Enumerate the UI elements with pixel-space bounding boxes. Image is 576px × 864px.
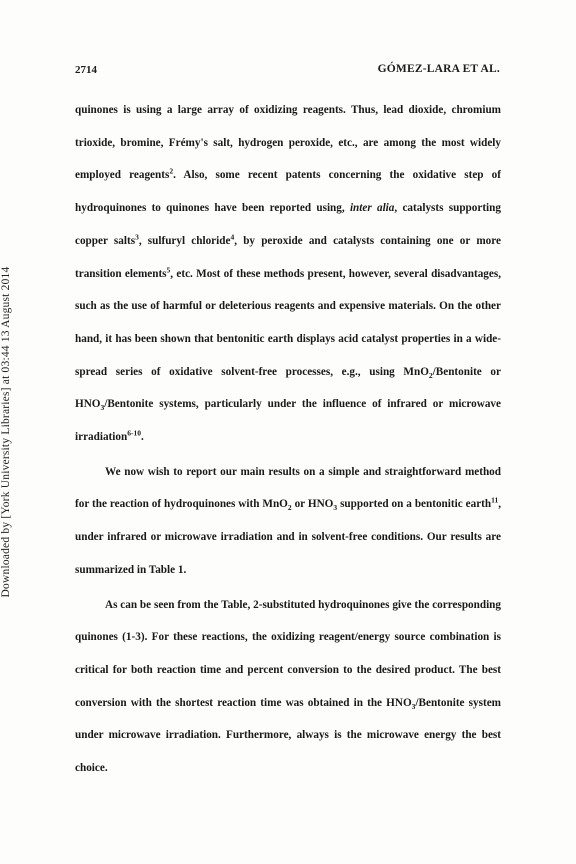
subscript: 3 <box>100 403 105 413</box>
text-run: . <box>140 431 144 444</box>
emphasis: inter alia <box>349 202 395 215</box>
citation-ref: 4 <box>230 232 235 242</box>
text-run: As can be seen from the Table, 2-substituted hydroquinones give the corresponding quinones ( <box>75 598 501 644</box>
text-run: /Bentonite system under microwave irradiation. Furthermore, always is the microwave energy the best choice. <box>75 696 501 775</box>
text-run: . Also, some recent patents concerning the oxidative step of hydroquinones to quinones have been reported using, <box>75 169 501 215</box>
citation-ref: 11 <box>491 495 499 505</box>
text-run: , sulfuryl chloride <box>138 234 231 247</box>
subscript: 2 <box>287 503 292 513</box>
text-run: quinones is using a large array of oxidizing reagents. Thus, lead dioxide, chromium trioxide, bromine, Frémy's salt, hydrogen peroxide, etc., are among the most widely employed reagents <box>75 104 501 182</box>
citation-ref: 5 <box>166 264 171 274</box>
body-text <box>75 94 501 785</box>
text-run: ). For these reactions, the oxidizing reagent/energy source combination is critical for both reaction time and percent conversion to the desired product. The best conversion with the shortest reaction time was obtained in the HNO <box>75 631 501 709</box>
text-run: , catalysts supporting copper salts <box>75 202 501 247</box>
text-run: /Bentonite systems, particularly under the influence of infrared or microwave irradiation <box>75 398 501 444</box>
text-run: , by peroxide and catalysts containing one or more transition elements <box>75 234 501 280</box>
subscript: 3 <box>411 701 416 711</box>
text-run: or HNO <box>291 498 334 511</box>
download-watermark: Downloaded by [York University Libraries] at 03:44 13 August 2014 <box>0 266 12 598</box>
running-head: GÓMEZ-LARA ET AL. <box>377 63 500 75</box>
paragraph-3 <box>75 589 501 785</box>
text-run: We now wish to report our main results on a simple and straightforward method for the reaction of hydroquinones with MnO <box>75 465 501 511</box>
text-run: , under infrared or microwave irradiation and in solvent-free conditions. Our results are summarized in Table 1. <box>75 498 501 576</box>
text-run: /Bentonite or HNO <box>75 365 501 411</box>
text-run: , etc. Most of these methods present, however, several disadvantages, such as the use of harmful or deleterious reagents and expensive materials. On the other hand, it has been shown that bentonitic earth displays acid catalyst properties in a wide-spread series of oxidative solvent-free processes, e.g., using MnO <box>75 267 502 378</box>
compound-numbers: 1-3 <box>125 631 141 644</box>
subscript: 3 <box>333 503 338 513</box>
paragraph-2 <box>75 456 501 587</box>
citation-ref: 6-10 <box>127 428 141 438</box>
citation-ref: 3 <box>135 232 139 242</box>
citation-ref: 2 <box>169 166 174 176</box>
page-number: 2714 <box>75 64 97 76</box>
paragraph-1 <box>75 94 501 454</box>
text-run: supported on a bentonitic earth <box>337 498 492 511</box>
subscript: 2 <box>428 370 433 380</box>
